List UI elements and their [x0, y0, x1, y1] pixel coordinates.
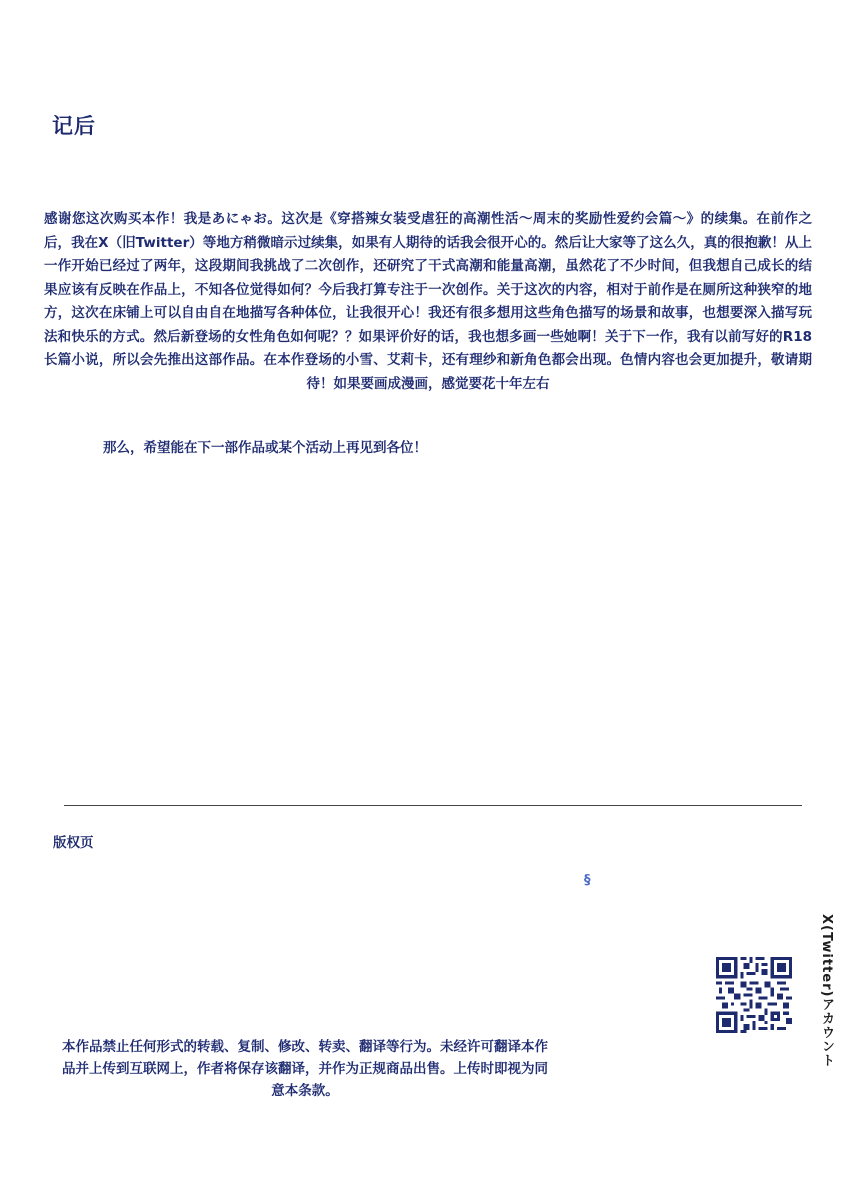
copyright-notice: 本作品禁止任何形式的转载、复制、修改、转卖、翻译等行为。未经许可翻译本作品并上传到互联网上，作者将保存该翻译，并作为正规商品出售。上传时即视为同意本条款。	[62, 1039, 548, 1099]
small-mark: §	[584, 873, 591, 888]
divider	[64, 805, 802, 806]
copyright-heading: 版权页	[53, 835, 94, 851]
closing-message: 那么，希望能在下一部作品或某个活动上再见到各位！	[103, 440, 427, 456]
page-title: 记后	[52, 114, 96, 138]
x-twitter-account-label: X(Twitter)アカウント	[819, 914, 834, 1068]
qr-code-icon[interactable]	[716, 957, 792, 1033]
afterword-body: 感谢您这次购买本作！我是あにゃお。这次是《穿搭辣女装受虐狂的高潮性活～周末的奖励性爱约会篇～》的续集。在前作之后，我在X（旧Twitter）等地方稍微暗示过续集，如果有人期待的话我会很开心的。然后让大家等了这么久，真的很抱歉！从上一作开始已经过了两年，这段期间我挑战了二次创作，还研究了干式高潮和能量高潮，虽然花了不少时间，但我想自己成长的结果应该有反映在作品上，不知各位觉得如何？今后我打算专注于一次创作。关于这次的内容，相对于前作是在厕所这种狭窄的地方，这次在床铺上可以自由自在地描写各种体位，让我很开心！我还有很多想用这些角色描写的场景和故事，也想要深入描写玩法和快乐的方式。然后新登场的女性角色如何呢？？如果评价好的话，我也想多画一些她啊！关于下一作，我有以前写好的R18长篇小说，所以会先推出这部作品。在本作登场的小雪、艾莉卡，还有理纱和新角色都会出现。色情内容也会更加提升，敬请期待！如果要画成漫画，感觉要花十年左右	[44, 211, 812, 392]
